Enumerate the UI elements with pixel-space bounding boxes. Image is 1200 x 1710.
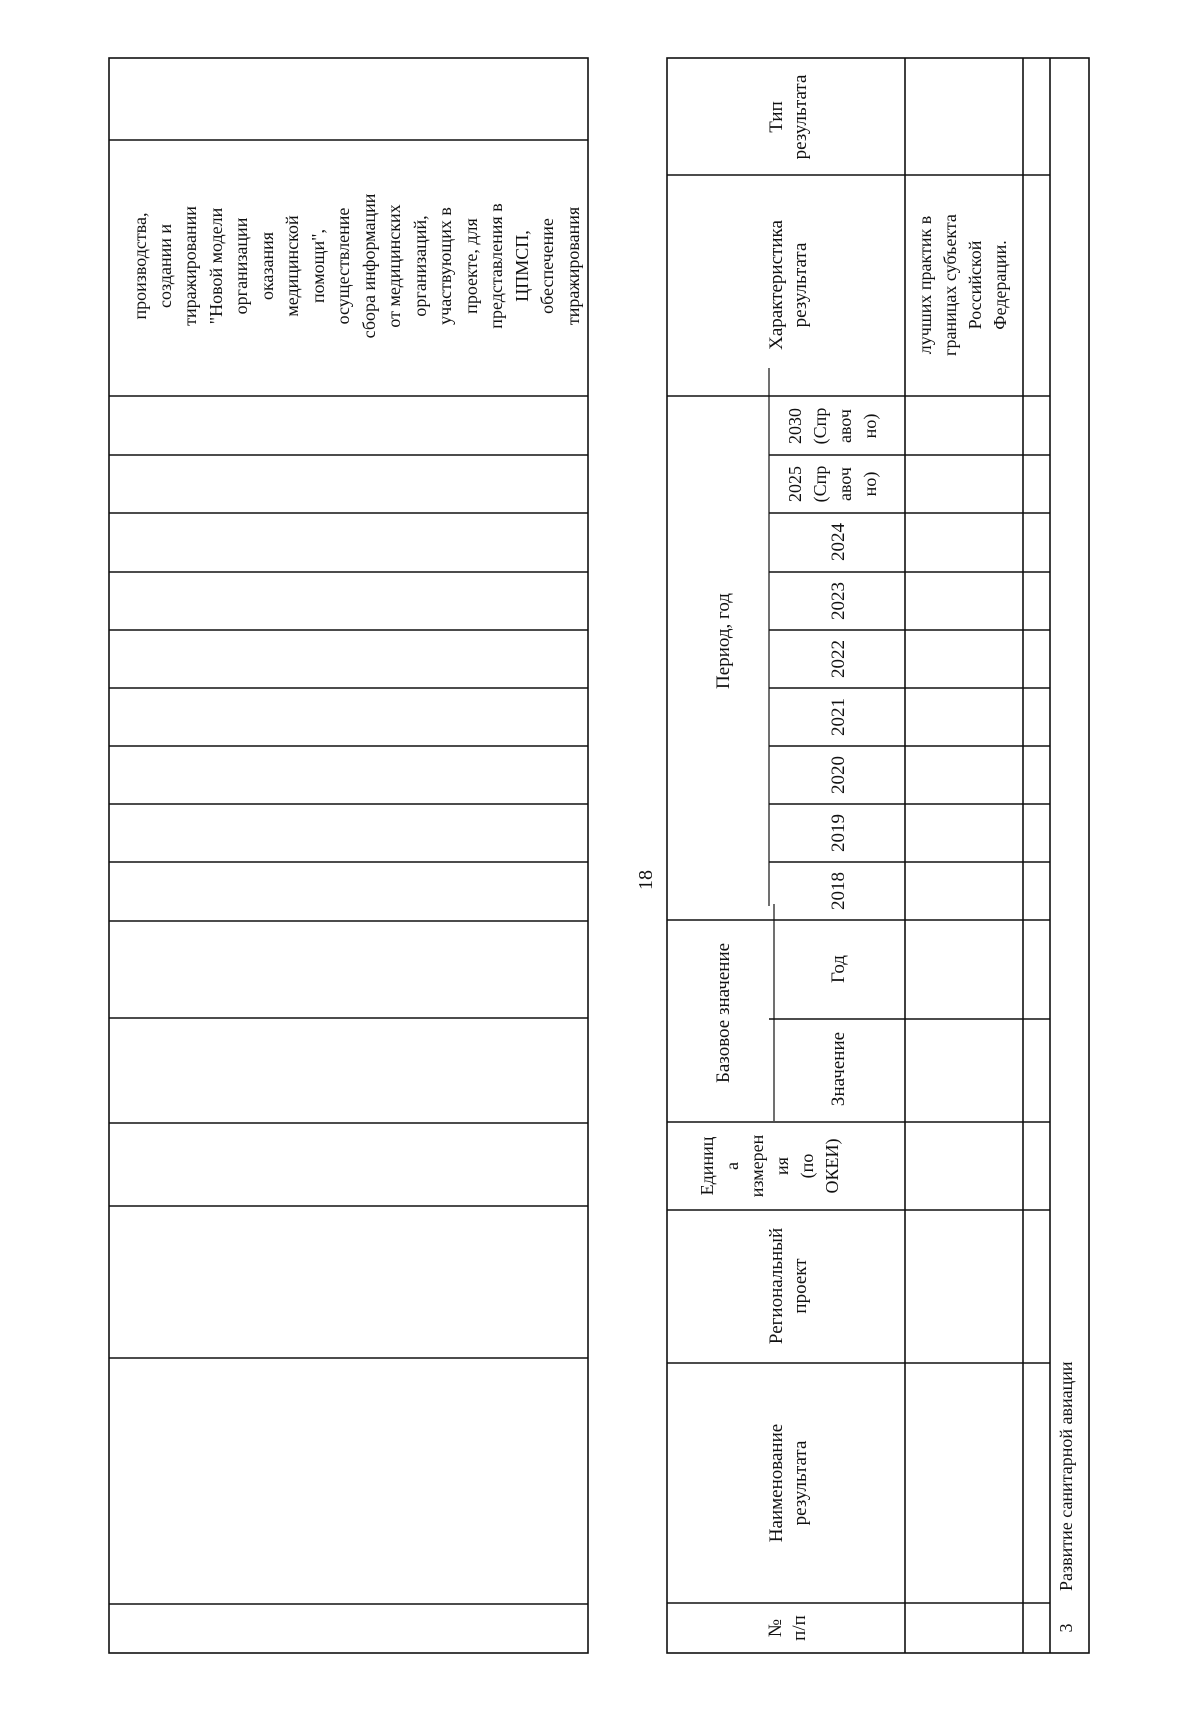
section-title: Развитие санитарной авиации	[1056, 1361, 1076, 1591]
note-line: сбора информации	[359, 193, 379, 339]
svg-text:но): но)	[860, 413, 880, 439]
svg-text:ОКЕИ): ОКЕИ)	[822, 1138, 842, 1194]
header-regional-project	[766, 1228, 811, 1344]
svg-text:Российской: Российской	[965, 240, 985, 330]
year-2023: 2023	[828, 582, 849, 620]
svg-text:(Спр: (Спр	[810, 407, 830, 445]
note-line: представления в	[486, 203, 506, 329]
header-result-type	[766, 74, 811, 159]
section-number: 3	[1056, 1623, 1076, 1633]
note-line: проекте, для	[461, 218, 481, 314]
header-base-value-value: Значение	[828, 1031, 849, 1107]
svg-text:№: №	[765, 1618, 786, 1638]
year-2018: 2018	[828, 872, 849, 910]
year-2024: 2024	[828, 523, 849, 561]
svg-text:проект: проект	[790, 1258, 811, 1314]
upper-note-text	[130, 193, 583, 338]
svg-text:лучших практик в: лучших практик в	[915, 215, 935, 355]
header-base-value-year: Год	[828, 955, 849, 983]
svg-text:авоч: авоч	[835, 409, 855, 443]
svg-text:2025: 2025	[785, 466, 805, 502]
upper-table	[109, 58, 588, 1653]
svg-text:2030: 2030	[785, 408, 805, 444]
note-line: помощи",	[308, 228, 328, 304]
header-number	[765, 1615, 810, 1641]
note-line: ЦПМСП,	[512, 230, 532, 302]
svg-text:авоч: авоч	[835, 467, 855, 501]
year-2030-ref	[785, 408, 881, 445]
svg-text:но): но)	[860, 471, 880, 497]
svg-text:результата: результата	[790, 1440, 811, 1526]
header-characteristic	[766, 220, 811, 350]
svg-text:измерен: измерен	[747, 1134, 767, 1198]
lower-table	[667, 58, 1089, 1653]
svg-text:границах субъекта: границах субъекта	[940, 214, 960, 356]
note-line: обеспечение	[537, 218, 557, 314]
year-2020: 2020	[828, 756, 849, 794]
page-number: 18	[635, 870, 657, 890]
svg-text:Наименование: Наименование	[766, 1423, 787, 1543]
note-line: от медицинских	[384, 204, 404, 328]
header-period: Период, год	[713, 593, 734, 689]
year-2021: 2021	[828, 698, 849, 736]
header-result-name	[766, 1424, 811, 1542]
svg-text:результата: результата	[790, 74, 811, 160]
characteristic-continued	[915, 214, 1010, 356]
year-2025-ref	[785, 466, 881, 503]
svg-text:Региональный: Региональный	[766, 1227, 787, 1345]
svg-text:а: а	[722, 1162, 742, 1170]
year-2019: 2019	[828, 814, 849, 852]
svg-text:(Спр: (Спр	[810, 465, 830, 503]
note-line: организаций,	[410, 215, 430, 317]
note-line: "Новой модели	[206, 207, 226, 325]
note-line: тиражировании	[180, 206, 200, 326]
header-unit	[697, 1134, 843, 1197]
note-line: организации	[231, 217, 251, 315]
year-2022: 2022	[828, 640, 849, 678]
svg-text:ия: ия	[772, 1157, 792, 1175]
note-line: производства,	[130, 212, 150, 320]
svg-text:(по: (по	[797, 1153, 817, 1179]
note-line: осуществление	[333, 207, 353, 325]
svg-text:Единиц: Единиц	[697, 1136, 717, 1196]
note-line: создании и	[155, 224, 175, 308]
note-line: тиражирования	[563, 206, 583, 326]
note-line: оказания	[257, 231, 277, 301]
svg-text:п/п: п/п	[789, 1615, 810, 1641]
note-line: участвующих в	[435, 207, 455, 325]
svg-text:Федерации.: Федерации.	[990, 240, 1010, 330]
svg-text:Характеристика: Характеристика	[766, 220, 787, 350]
svg-text:Тип: Тип	[766, 101, 787, 133]
note-line: медицинской	[282, 215, 302, 317]
svg-text:результата: результата	[790, 242, 811, 328]
lower-table-border	[667, 58, 1089, 1653]
header-base-value: Базовое значение	[713, 942, 734, 1084]
